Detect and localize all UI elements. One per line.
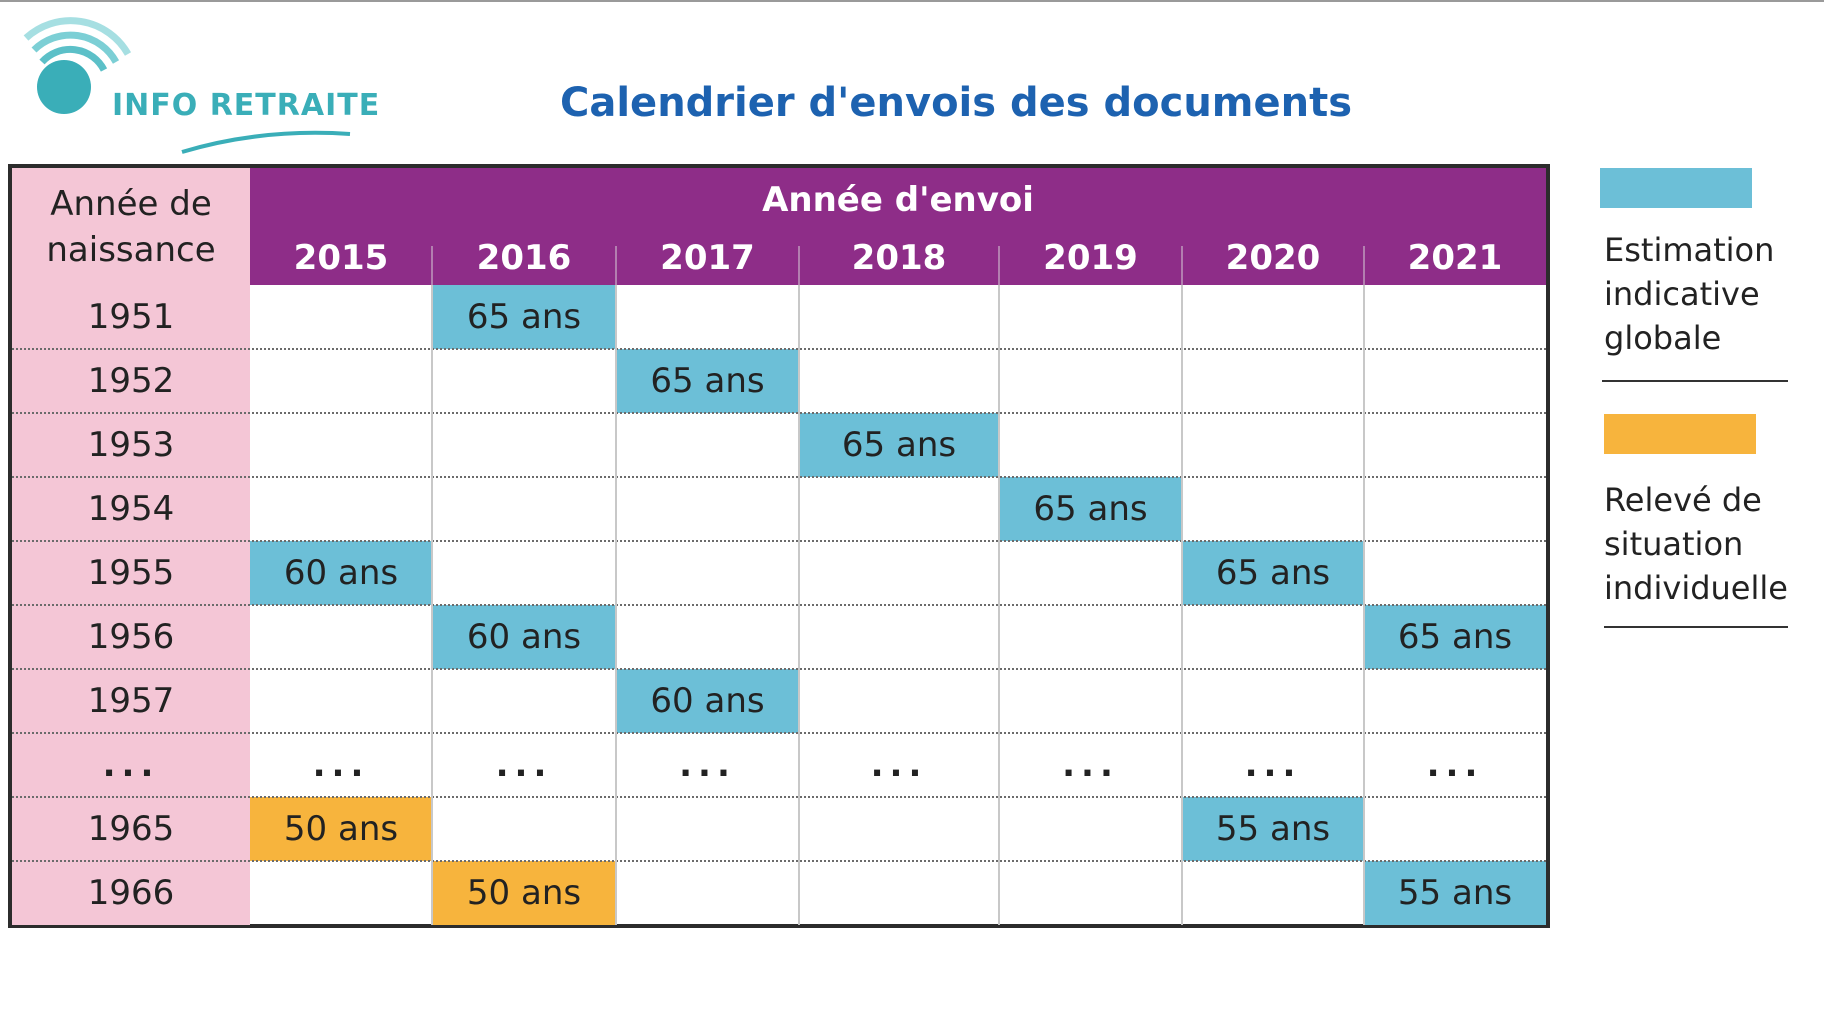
empty-cell	[799, 669, 999, 733]
empty-cell	[250, 605, 432, 669]
age-cell-blue: 65 ans	[799, 413, 999, 477]
empty-cell	[1182, 861, 1364, 925]
empty-cell	[250, 861, 432, 925]
ellipsis-cell: ...	[312, 745, 370, 785]
empty-cell	[616, 861, 799, 925]
legend-divider	[1604, 626, 1788, 628]
logo-text: INFO RETRAITE	[112, 88, 381, 123]
send-year-header	[250, 168, 1546, 285]
year-header-2016: 2016	[476, 238, 572, 278]
empty-cell	[799, 861, 999, 925]
column-divider	[798, 285, 800, 925]
ellipsis-cell: ...	[679, 745, 736, 785]
column-divider	[998, 285, 1000, 925]
birth-year-label: 1952	[12, 349, 250, 413]
empty-cell	[999, 605, 1182, 669]
header-column-divider	[431, 246, 433, 285]
row-divider	[12, 412, 1546, 414]
ellipsis-cell: ...	[1244, 745, 1302, 785]
ellipsis-cell: ...	[1062, 745, 1119, 785]
birth-year-label: ...	[12, 733, 250, 797]
legend-estimation-line2: indicative	[1604, 275, 1760, 313]
year-header-2019: 2019	[1043, 238, 1138, 278]
empty-cell	[1182, 477, 1364, 541]
legend-estimation-line1: Estimation	[1604, 231, 1775, 269]
birth-year-label: 1955	[12, 541, 250, 605]
header-column-divider	[998, 246, 1000, 285]
empty-cell	[1364, 285, 1546, 349]
row-divider	[12, 668, 1546, 670]
empty-cell	[1364, 541, 1546, 605]
info-retraite-logo	[12, 10, 381, 160]
empty-cell	[999, 541, 1182, 605]
empty-cell	[250, 349, 432, 413]
empty-cell	[432, 477, 616, 541]
birth-year-label: 1966	[12, 861, 250, 925]
empty-cell	[999, 669, 1182, 733]
empty-cell	[999, 285, 1182, 349]
legend-releve-line2: situation	[1604, 525, 1744, 563]
empty-cell	[999, 797, 1182, 861]
age-cell-blue: 65 ans	[1182, 541, 1364, 605]
empty-cell	[799, 285, 999, 349]
birth-year-label: 1965	[12, 797, 250, 861]
logo-wave-icon	[12, 10, 357, 160]
legend-swatch-releve	[1604, 414, 1756, 454]
column-divider	[431, 285, 433, 925]
header-column-divider	[798, 246, 800, 285]
legend-releve-line1: Relevé de	[1604, 481, 1762, 519]
empty-cell	[1182, 605, 1364, 669]
column-divider	[615, 285, 617, 925]
empty-cell	[1364, 413, 1546, 477]
empty-cell	[1364, 349, 1546, 413]
empty-cell	[432, 413, 616, 477]
header-column-divider	[615, 246, 617, 285]
age-cell-blue: 55 ans	[1364, 861, 1546, 925]
empty-cell	[432, 541, 616, 605]
legend-label-estimation	[1604, 228, 1774, 360]
header-column-divider	[1363, 246, 1365, 285]
empty-cell	[1182, 669, 1364, 733]
age-cell-blue: 65 ans	[1364, 605, 1546, 669]
empty-cell	[250, 285, 432, 349]
ellipsis-cell: ...	[1426, 745, 1484, 785]
calendar-table	[8, 164, 1550, 928]
legend-label-releve	[1604, 478, 1788, 610]
empty-cell	[616, 477, 799, 541]
age-cell-blue: 65 ans	[616, 349, 799, 413]
empty-cell	[250, 477, 432, 541]
empty-cell	[1182, 413, 1364, 477]
year-header-2015: 2015	[293, 238, 389, 278]
ellipsis-cell: ...	[870, 745, 928, 785]
empty-cell	[1364, 797, 1546, 861]
empty-cell	[999, 861, 1182, 925]
age-cell-orange: 50 ans	[250, 797, 432, 861]
year-header-2017: 2017	[660, 238, 755, 278]
age-cell-blue: 60 ans	[616, 669, 799, 733]
top-rule	[0, 0, 1824, 2]
row-divider	[12, 476, 1546, 478]
empty-cell	[799, 797, 999, 861]
legend-swatch-estimation	[1600, 168, 1752, 208]
birth-year-label: 1956	[12, 605, 250, 669]
empty-cell	[616, 797, 799, 861]
empty-cell	[1182, 285, 1364, 349]
age-cell-orange: 50 ans	[432, 861, 616, 925]
legend-divider	[1602, 380, 1788, 382]
birth-year-label: 1951	[12, 285, 250, 349]
empty-cell	[616, 541, 799, 605]
send-year-group-label: Année d'envoi	[762, 180, 1034, 220]
row-divider	[12, 540, 1546, 542]
age-cell-blue: 65 ans	[999, 477, 1182, 541]
birth-year-label: 1957	[12, 669, 250, 733]
birth-year-header-line2: naissance	[46, 229, 216, 270]
column-divider	[1181, 285, 1183, 925]
empty-cell	[799, 477, 999, 541]
empty-cell	[250, 669, 432, 733]
birth-year-header	[12, 168, 250, 285]
row-divider	[12, 860, 1546, 862]
age-cell-blue: 60 ans	[250, 541, 432, 605]
empty-cell	[616, 285, 799, 349]
empty-cell	[616, 413, 799, 477]
birth-year-label: 1953	[12, 413, 250, 477]
row-divider	[12, 732, 1546, 734]
age-cell-blue: 60 ans	[432, 605, 616, 669]
row-divider	[12, 604, 1546, 606]
empty-cell	[432, 349, 616, 413]
empty-cell	[1364, 477, 1546, 541]
empty-cell	[799, 349, 999, 413]
legend-releve-line3: individuelle	[1604, 569, 1788, 607]
header-column-divider	[1181, 246, 1183, 285]
page-title: Calendrier d'envois des documents	[560, 80, 1353, 126]
column-divider	[1363, 285, 1365, 925]
empty-cell	[1182, 349, 1364, 413]
row-divider	[12, 796, 1546, 798]
empty-cell	[250, 413, 432, 477]
year-header-2021: 2021	[1407, 238, 1503, 278]
year-header-2018: 2018	[851, 238, 947, 278]
empty-cell	[1364, 669, 1546, 733]
birth-year-header-line1: Année de	[50, 183, 212, 224]
empty-cell	[799, 605, 999, 669]
empty-cell	[999, 349, 1182, 413]
empty-cell	[616, 605, 799, 669]
birth-year-label: 1954	[12, 477, 250, 541]
empty-cell	[799, 541, 999, 605]
empty-cell	[432, 797, 616, 861]
year-header-2020: 2020	[1225, 238, 1321, 278]
age-cell-blue: 65 ans	[432, 285, 616, 349]
empty-cell	[432, 669, 616, 733]
empty-cell	[999, 413, 1182, 477]
row-divider	[12, 348, 1546, 350]
legend-estimation-line3: globale	[1604, 319, 1722, 357]
age-cell-blue: 55 ans	[1182, 797, 1364, 861]
ellipsis-cell: ...	[495, 745, 553, 785]
